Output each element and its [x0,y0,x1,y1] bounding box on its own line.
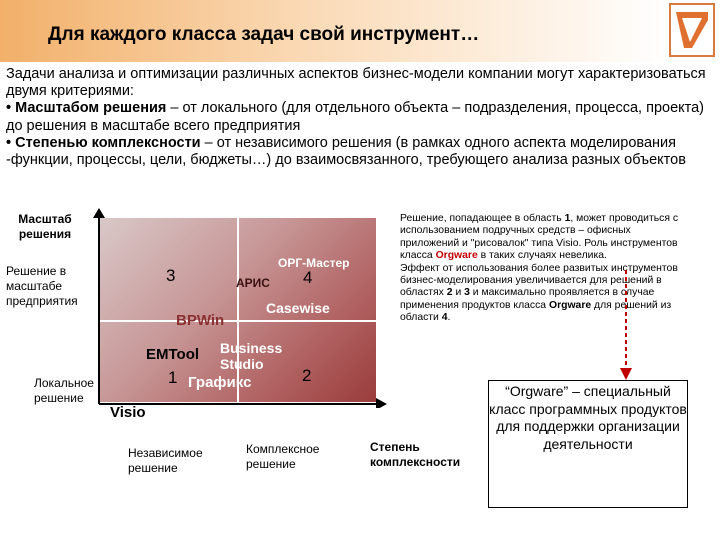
quadrant-1-number: 1 [168,368,178,387]
note-area-4: 4 [441,312,448,324]
note-orgware-bold: Orgware [548,299,592,311]
note-text: в таких случаях невелика. [477,250,607,262]
quadrant-2-number: 2 [302,366,312,385]
note-text: для решений из области [400,299,672,324]
x-axis-left-label: Независимое решение [128,446,203,475]
note-area-3: 3 [464,287,470,299]
y-axis-bottom-label: Локальное решение [34,376,94,405]
criterion-scale-text: – от локального (для отдельного объекта – подразделения, процесса, проекта) до решения в масштабе всего предприятия [6,100,705,134]
note-text: . [447,312,451,324]
criterion-scale [6,100,706,134]
tool-bpwin: BPWin [176,312,225,329]
tool-emtool: EMTool [146,346,200,363]
callout-arrow [612,266,642,382]
note-text: и максимально проявляется в случае применения продуктов класса [400,287,655,311]
y-axis-title: Масштаб решения [18,212,72,241]
explanation-note [400,213,690,325]
orgware-callout: “Orgware” – специальный класс программных продуктов для поддержки организации деятельности [488,380,688,508]
page-title: Для каждого класса задач свой инструмент… [48,24,480,45]
intro-text [6,66,706,169]
criterion-complexity-title: • Степенью комплексности [6,134,201,151]
intro-line: Задачи анализа и оптимизации различных аспектов бизнес-модели компании могут характеризоваться двумя критериями: [6,66,706,100]
note-text: и [452,287,465,299]
tool-aris: АРИС [236,276,270,290]
tool-casewise: Casewise [266,300,330,316]
tool-business-studio: Business Studio [220,340,283,372]
criterion-scale-title: • Масштабом решения [6,100,167,117]
note-orgware: Orgware [435,250,478,262]
note-text: Эффект от использования более развитых инструментов бизнес-моделирования увеличивается для решений в областях [400,262,678,299]
tool-org-master: ОРГ-Мастер [278,256,350,270]
note-area-2: 2 [446,287,453,299]
criterion-complexity-text: – от независимого решения (в рамках одного аспекта моделирования -функции, процессы, цели, бюджеты…) до взаимосвязанного, требующего анализа разных объектов [6,134,686,169]
impossible-triangle-logo [668,2,716,58]
criterion-complexity [6,135,706,169]
x-axis-right-label: Комплексное решение [246,442,320,471]
tool-grafiks: Графикс [188,374,252,391]
note-text: Решение, попадающее в область [400,213,565,224]
note-area-1: 1 [564,213,571,224]
quadrant-4-number: 4 [303,268,313,287]
note-text: , может проводиться с использованием подручных средств – офисных приложений и "рисовалок" типа Visio. Роль инструментов класса [400,213,679,262]
y-axis-top-label: Решение в масштабе предприятия [6,264,78,308]
quadrant-3-number: 3 [166,266,176,285]
x-axis-title: Степень комплексности [370,440,461,469]
tool-visio: Visio [110,404,146,421]
